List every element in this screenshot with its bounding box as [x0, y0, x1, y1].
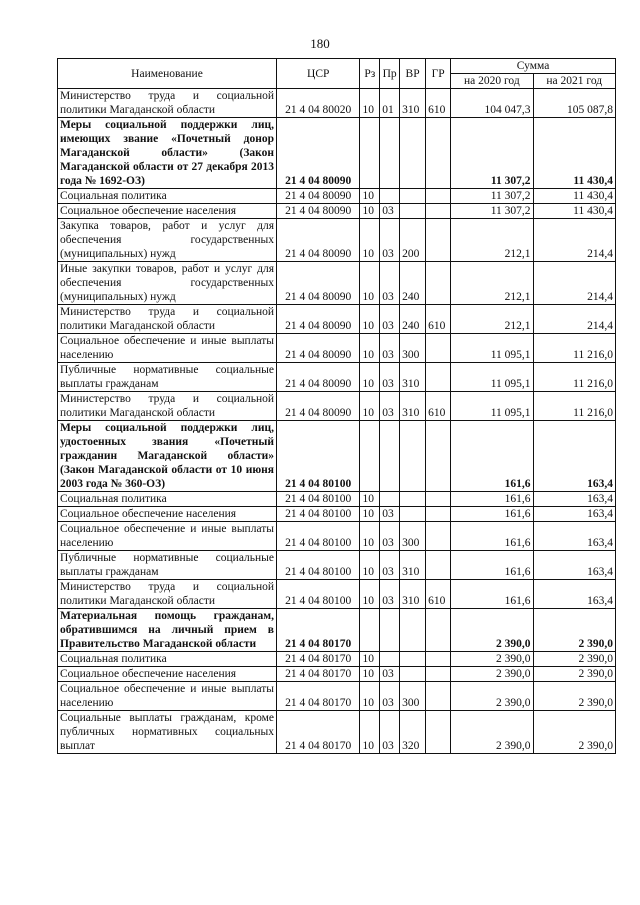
cell-sum-2020: 212,1: [451, 219, 533, 262]
cell-vr: 240: [400, 305, 426, 334]
cell-gr: [426, 667, 451, 682]
cell-pr: 03: [380, 667, 400, 682]
cell-sum-2020: 11 095,1: [451, 363, 533, 392]
cell-rz: 10: [360, 189, 380, 204]
cell-gr: 610: [426, 89, 451, 118]
cell-sum-2020: 161,6: [451, 492, 533, 507]
cell-rz: 10: [360, 392, 380, 421]
cell-gr: 610: [426, 580, 451, 609]
cell-vr: [400, 507, 426, 522]
cell-name: Публичные нормативные социальные выплаты гражданам: [58, 551, 277, 580]
cell-rz: 10: [360, 682, 380, 711]
cell-vr: 320: [400, 711, 426, 754]
cell-name: Социальная политика: [58, 492, 277, 507]
cell-name: Министерство труда и социальной политики Магаданской области: [58, 580, 277, 609]
cell-vr: [400, 204, 426, 219]
cell-pr: [380, 118, 400, 189]
cell-sum-2021: 163,4: [533, 551, 615, 580]
cell-name: Министерство труда и социальной политики Магаданской области: [58, 305, 277, 334]
cell-csr: 21 4 04 80020: [277, 89, 360, 118]
table-row: [58, 711, 616, 754]
cell-pr: [380, 189, 400, 204]
cell-sum-2020: 161,6: [451, 580, 533, 609]
table-row: [58, 551, 616, 580]
cell-vr: 200: [400, 219, 426, 262]
table-row: [58, 522, 616, 551]
cell-gr: [426, 219, 451, 262]
cell-sum-2021: 2 390,0: [533, 609, 615, 652]
cell-rz: 10: [360, 507, 380, 522]
cell-sum-2021: 163,4: [533, 580, 615, 609]
cell-rz: 10: [360, 204, 380, 219]
cell-gr: [426, 682, 451, 711]
cell-pr: 03: [380, 711, 400, 754]
cell-gr: [426, 609, 451, 652]
cell-sum-2021: 214,4: [533, 219, 615, 262]
budget-table: [57, 58, 616, 754]
cell-vr: 300: [400, 334, 426, 363]
cell-gr: 610: [426, 392, 451, 421]
cell-vr: 300: [400, 522, 426, 551]
table-row: [58, 492, 616, 507]
cell-sum-2020: 161,6: [451, 421, 533, 492]
cell-sum-2021: 11 216,0: [533, 363, 615, 392]
cell-pr: [380, 421, 400, 492]
cell-sum-2021: 2 390,0: [533, 667, 615, 682]
cell-name: Социальные выплаты гражданам, кроме публичных нормативных социальных выплат: [58, 711, 277, 754]
cell-name: Социальное обеспечение населения: [58, 507, 277, 522]
cell-csr: 21 4 04 80170: [277, 609, 360, 652]
cell-pr: 03: [380, 363, 400, 392]
header-sum: Сумма: [451, 59, 616, 74]
cell-rz: 10: [360, 667, 380, 682]
cell-csr: 21 4 04 80090: [277, 334, 360, 363]
cell-rz: 10: [360, 652, 380, 667]
header-pr: Пр: [380, 59, 400, 89]
cell-sum-2021: 214,4: [533, 262, 615, 305]
cell-pr: 03: [380, 580, 400, 609]
cell-name: Публичные нормативные социальные выплаты гражданам: [58, 363, 277, 392]
cell-pr: [380, 609, 400, 652]
cell-vr: 310: [400, 363, 426, 392]
cell-gr: [426, 334, 451, 363]
table-row: [58, 363, 616, 392]
cell-rz: 10: [360, 305, 380, 334]
cell-pr: 03: [380, 682, 400, 711]
cell-name: Социальное обеспечение и иные выплаты населению: [58, 682, 277, 711]
cell-csr: 21 4 04 80100: [277, 492, 360, 507]
cell-name: Закупка товаров, работ и услуг для обеспечения государственных (муниципальных) нужд: [58, 219, 277, 262]
cell-sum-2020: 11 095,1: [451, 334, 533, 363]
table-row: [58, 507, 616, 522]
cell-vr: 310: [400, 580, 426, 609]
cell-vr: [400, 421, 426, 492]
cell-rz: 10: [360, 492, 380, 507]
cell-sum-2021: 2 390,0: [533, 652, 615, 667]
cell-pr: 03: [380, 551, 400, 580]
cell-rz: 10: [360, 363, 380, 392]
table-row: [58, 421, 616, 492]
cell-sum-2021: 163,4: [533, 522, 615, 551]
cell-pr: [380, 652, 400, 667]
header-csr: ЦСР: [277, 59, 360, 89]
cell-gr: [426, 204, 451, 219]
cell-sum-2020: 2 390,0: [451, 667, 533, 682]
cell-gr: [426, 711, 451, 754]
cell-gr: [426, 118, 451, 189]
cell-gr: [426, 189, 451, 204]
cell-csr: 21 4 04 80170: [277, 667, 360, 682]
cell-sum-2020: 161,6: [451, 522, 533, 551]
table-row: [58, 262, 616, 305]
cell-sum-2020: 11 095,1: [451, 392, 533, 421]
cell-vr: 310: [400, 89, 426, 118]
cell-vr: 310: [400, 551, 426, 580]
table-row: [58, 118, 616, 189]
cell-gr: 610: [426, 305, 451, 334]
header-year-2020: на 2020 год: [451, 74, 533, 89]
cell-sum-2020: 2 390,0: [451, 682, 533, 711]
cell-sum-2021: 11 430,4: [533, 118, 615, 189]
cell-vr: 310: [400, 392, 426, 421]
cell-name: Меры социальной поддержки лиц, имеющих звание «Почетный донор Магаданской области» (Закон Магаданской области от 27 декабря 2013 года № 1692-ОЗ): [58, 118, 277, 189]
cell-rz: 10: [360, 334, 380, 363]
cell-sum-2020: 2 390,0: [451, 711, 533, 754]
cell-rz: 10: [360, 580, 380, 609]
table-row: [58, 219, 616, 262]
cell-sum-2020: 11 307,2: [451, 118, 533, 189]
cell-name: Социальное обеспечение населения: [58, 667, 277, 682]
cell-gr: [426, 262, 451, 305]
cell-rz: 10: [360, 522, 380, 551]
cell-csr: 21 4 04 80090: [277, 262, 360, 305]
page-number: 180: [310, 36, 330, 51]
cell-csr: 21 4 04 80170: [277, 652, 360, 667]
cell-pr: 03: [380, 392, 400, 421]
table-row: [58, 305, 616, 334]
cell-pr: 03: [380, 334, 400, 363]
cell-sum-2021: 11 430,4: [533, 204, 615, 219]
cell-csr: 21 4 04 80100: [277, 551, 360, 580]
cell-vr: 300: [400, 682, 426, 711]
cell-sum-2020: 2 390,0: [451, 652, 533, 667]
cell-csr: 21 4 04 80090: [277, 204, 360, 219]
cell-name: Социальная политика: [58, 652, 277, 667]
cell-name: Иные закупки товаров, работ и услуг для обеспечения государственных (муниципальных) нужд: [58, 262, 277, 305]
cell-vr: [400, 609, 426, 652]
cell-csr: 21 4 04 80170: [277, 682, 360, 711]
cell-gr: [426, 652, 451, 667]
cell-csr: 21 4 04 80170: [277, 711, 360, 754]
cell-csr: 21 4 04 80090: [277, 392, 360, 421]
cell-sum-2020: 2 390,0: [451, 609, 533, 652]
cell-vr: [400, 189, 426, 204]
table-row: [58, 652, 616, 667]
cell-name: Меры социальной поддержки лиц, удостоенных звания «Почетный гражданин Магаданской области» (Закон Магаданской области от 10 июня 2003 года № 360-ОЗ): [58, 421, 277, 492]
cell-sum-2021: 163,4: [533, 421, 615, 492]
cell-csr: 21 4 04 80090: [277, 219, 360, 262]
header-vr: ВР: [400, 59, 426, 89]
cell-sum-2020: 11 307,2: [451, 189, 533, 204]
cell-sum-2020: 104 047,3: [451, 89, 533, 118]
cell-rz: 10: [360, 551, 380, 580]
table-row: [58, 334, 616, 363]
table-row: [58, 682, 616, 711]
cell-csr: 21 4 04 80100: [277, 507, 360, 522]
table-row: [58, 89, 616, 118]
cell-name: Социальная политика: [58, 189, 277, 204]
cell-rz: [360, 421, 380, 492]
cell-vr: [400, 667, 426, 682]
cell-vr: [400, 492, 426, 507]
cell-pr: 03: [380, 262, 400, 305]
cell-pr: 03: [380, 204, 400, 219]
cell-sum-2021: 11 216,0: [533, 392, 615, 421]
cell-name: Министерство труда и социальной политики Магаданской области: [58, 392, 277, 421]
cell-rz: 10: [360, 219, 380, 262]
cell-gr: [426, 492, 451, 507]
table-body: [58, 89, 616, 754]
cell-name: Социальное обеспечение и иные выплаты населению: [58, 522, 277, 551]
table-row: [58, 609, 616, 652]
cell-pr: 03: [380, 507, 400, 522]
cell-pr: 03: [380, 305, 400, 334]
cell-rz: 10: [360, 711, 380, 754]
cell-name: Министерство труда и социальной политики Магаданской области: [58, 89, 277, 118]
table-row: [58, 392, 616, 421]
cell-sum-2021: 2 390,0: [533, 682, 615, 711]
cell-pr: 01: [380, 89, 400, 118]
cell-rz: 10: [360, 89, 380, 118]
table-row: [58, 667, 616, 682]
cell-pr: 03: [380, 522, 400, 551]
cell-vr: [400, 118, 426, 189]
table-row: [58, 189, 616, 204]
cell-sum-2021: 163,4: [533, 492, 615, 507]
cell-gr: [426, 507, 451, 522]
table-row: [58, 204, 616, 219]
cell-sum-2020: 161,6: [451, 507, 533, 522]
cell-name: Материальная помощь гражданам, обратившимся на личный прием в Правительство Магаданской области: [58, 609, 277, 652]
cell-sum-2020: 11 307,2: [451, 204, 533, 219]
cell-csr: 21 4 04 80100: [277, 421, 360, 492]
cell-sum-2021: 11 216,0: [533, 334, 615, 363]
header-gr: ГР: [426, 59, 451, 89]
cell-sum-2021: 163,4: [533, 507, 615, 522]
cell-sum-2021: 2 390,0: [533, 711, 615, 754]
cell-gr: [426, 363, 451, 392]
cell-pr: [380, 492, 400, 507]
cell-name: Социальное обеспечение и иные выплаты населению: [58, 334, 277, 363]
cell-sum-2020: 161,6: [451, 551, 533, 580]
table-row: [58, 580, 616, 609]
header-year-2021: на 2021 год: [533, 74, 615, 89]
cell-csr: 21 4 04 80100: [277, 522, 360, 551]
cell-csr: 21 4 04 80090: [277, 189, 360, 204]
header-rz: Рз: [360, 59, 380, 89]
table-header: [58, 59, 616, 89]
cell-sum-2020: 212,1: [451, 262, 533, 305]
cell-rz: 10: [360, 262, 380, 305]
cell-pr: 03: [380, 219, 400, 262]
header-name: Наименование: [58, 59, 277, 89]
cell-gr: [426, 551, 451, 580]
cell-rz: [360, 609, 380, 652]
cell-rz: [360, 118, 380, 189]
cell-vr: [400, 652, 426, 667]
cell-sum-2021: 11 430,4: [533, 189, 615, 204]
cell-csr: 21 4 04 80090: [277, 118, 360, 189]
cell-sum-2021: 105 087,8: [533, 89, 615, 118]
cell-csr: 21 4 04 80100: [277, 580, 360, 609]
cell-vr: 240: [400, 262, 426, 305]
cell-csr: 21 4 04 80090: [277, 363, 360, 392]
cell-gr: [426, 421, 451, 492]
cell-csr: 21 4 04 80090: [277, 305, 360, 334]
cell-sum-2020: 212,1: [451, 305, 533, 334]
cell-name: Социальное обеспечение населения: [58, 204, 277, 219]
cell-gr: [426, 522, 451, 551]
cell-sum-2021: 214,4: [533, 305, 615, 334]
